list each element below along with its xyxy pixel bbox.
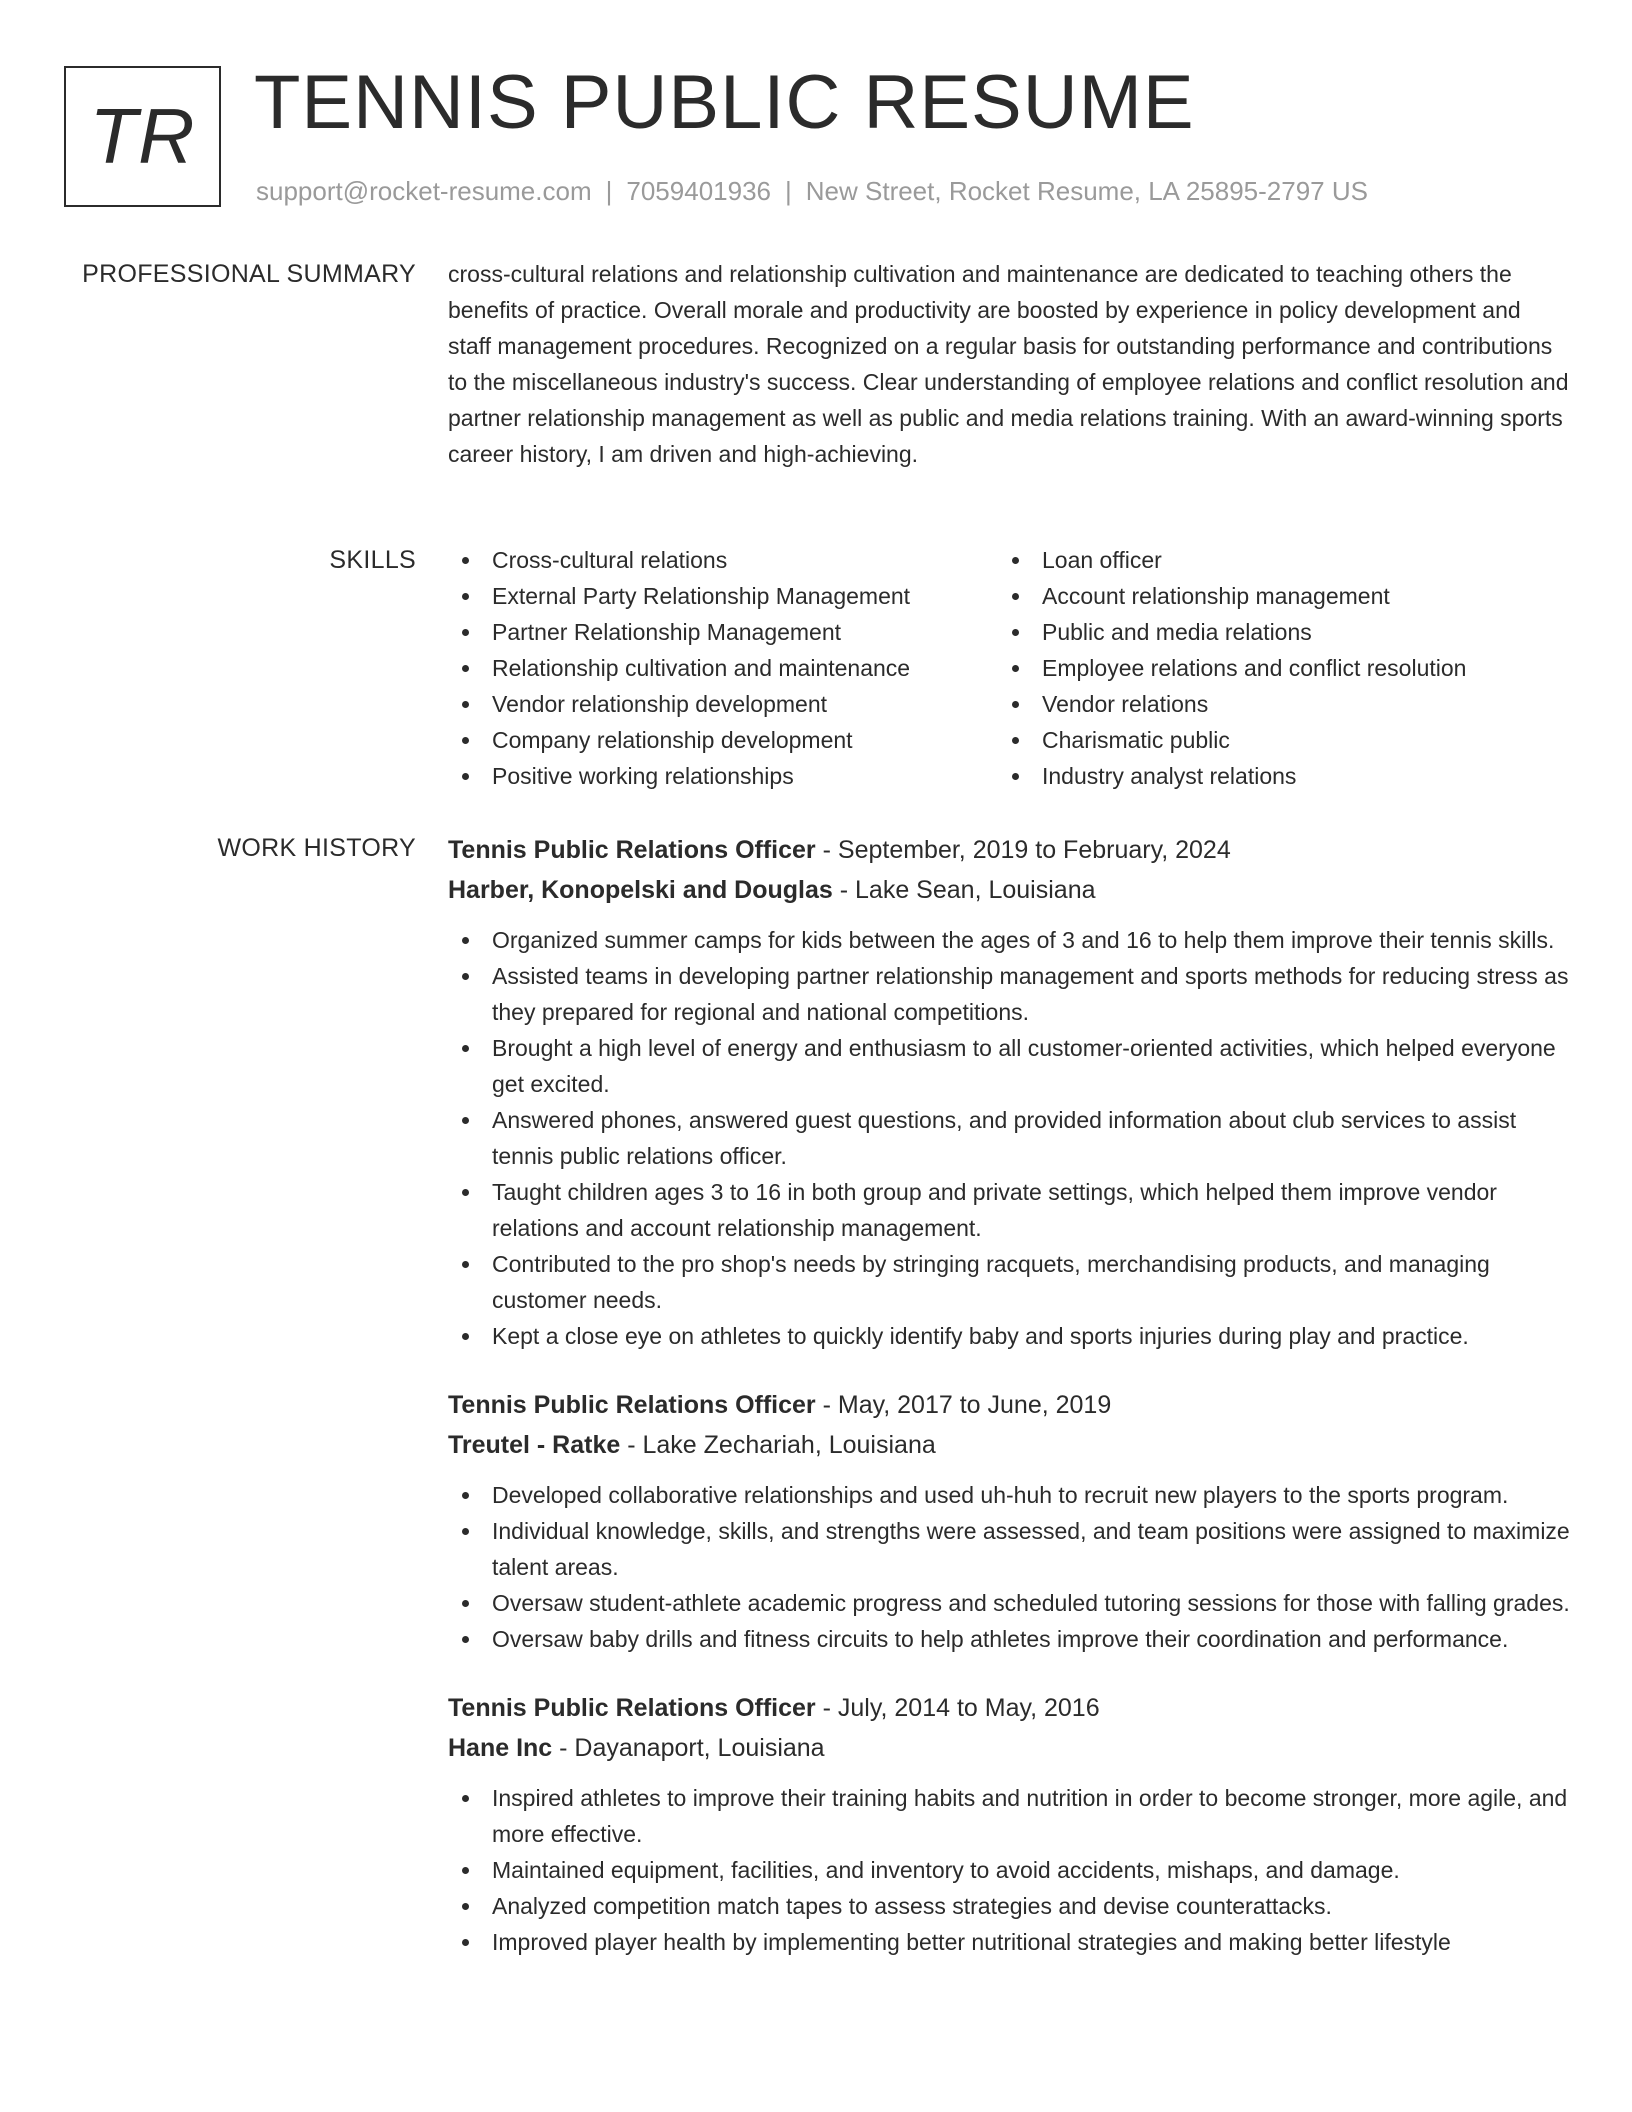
summary-text: cross-cultural relations and relationship cultivation and maintenance are dedicated to teaching others the benefits of practice. Overall morale and productivity are boosted by experience in policy development and staff management procedures. Recognized on a regular basis for outstanding performance and contributions to the miscellaneous industry's success. Clear understanding of employee relations and conflict resolution and partner relationship management as well as public and media relations training. With an award-winning sports career history, I am driven and high-achieving. xyxy=(448,261,1569,467)
job-dates: - July, 2014 to May, 2016 xyxy=(815,1694,1100,1722)
monogram-box xyxy=(64,66,221,207)
job-duty: Kept a close eye on athletes to quickly identify baby and sports injuries during play and practice. xyxy=(448,1318,1570,1354)
contact-line xyxy=(256,174,1368,208)
job-duty: Brought a high level of energy and enthusiasm to all customer-oriented activities, which helped everyone get excited. xyxy=(448,1030,1570,1102)
work-history-heading: WORK HISTORY xyxy=(217,834,416,862)
job-entry xyxy=(448,830,1570,1354)
job-company: Harber, Konopelski and Douglas xyxy=(448,876,833,904)
job-title: Tennis Public Relations Officer xyxy=(448,836,816,864)
job-duty: Developed collaborative relationships and used uh-huh to recruit new players to the sports program. xyxy=(448,1477,1570,1513)
job-duty: Taught children ages 3 to 16 in both group and private settings, which helped them improve vendor relations and account relationship management. xyxy=(448,1174,1570,1246)
skills-list-right xyxy=(998,542,1548,794)
skill-item: Relationship cultivation and maintenance xyxy=(448,650,998,686)
contact-separator: | xyxy=(785,176,792,206)
contact-email[interactable]: support@rocket-resume.com xyxy=(256,176,592,206)
job-company: Hane Inc xyxy=(448,1734,553,1762)
work-history-body xyxy=(448,830,1570,1991)
skills-body xyxy=(448,542,1570,794)
skill-item: Company relationship development xyxy=(448,722,998,758)
job-dates: - May, 2017 to June, 2019 xyxy=(815,1391,1112,1419)
job-duty: Inspired athletes to improve their training habits and nutrition in order to become stronger, more agile, and more effective. xyxy=(448,1780,1570,1852)
skill-item: External Party Relationship Management xyxy=(448,578,998,614)
job-entry xyxy=(448,1385,1570,1657)
job-duty: Answered phones, answered guest questions, and provided information about club services to assist tennis public relations officer. xyxy=(448,1102,1570,1174)
job-title-line xyxy=(448,1688,1570,1728)
job-company-line xyxy=(448,870,1570,910)
job-duty: Individual knowledge, skills, and strengths were assessed, and team positions were assigned to maximize talent areas. xyxy=(448,1513,1570,1585)
skills-heading: SKILLS xyxy=(329,546,416,574)
job-title: Tennis Public Relations Officer xyxy=(448,1694,816,1722)
job-duty: Organized summer camps for kids between the ages of 3 and 16 to help them improve their tennis skills. xyxy=(448,922,1570,958)
job-dates: - September, 2019 to February, 2024 xyxy=(815,836,1231,864)
contact-address: New Street, Rocket Resume, LA 25895-2797 US xyxy=(805,176,1368,206)
job-title: Tennis Public Relations Officer xyxy=(448,1391,816,1419)
summary-heading: PROFESSIONAL SUMMARY xyxy=(82,260,416,288)
skill-item: Account relationship management xyxy=(998,578,1548,614)
job-duties-list xyxy=(448,1780,1570,1960)
skill-item: Charismatic public xyxy=(998,722,1548,758)
skill-item: Vendor relations xyxy=(998,686,1548,722)
summary-body xyxy=(448,256,1570,472)
skills-columns xyxy=(448,542,1570,794)
skill-item: Vendor relationship development xyxy=(448,686,998,722)
job-title-line xyxy=(448,830,1570,870)
job-title-line xyxy=(448,1385,1570,1425)
job-duties-list xyxy=(448,1477,1570,1657)
job-duty: Contributed to the pro shop's needs by stringing racquets, merchandising products, and managing customer needs. xyxy=(448,1246,1570,1318)
skills-list-left xyxy=(448,542,998,794)
job-duty: Oversaw student-athlete academic progress and scheduled tutoring sessions for those with falling grades. xyxy=(448,1585,1570,1621)
job-duty: Analyzed competition match tapes to assess strategies and devise counterattacks. xyxy=(448,1888,1570,1924)
skill-item: Cross-cultural relations xyxy=(448,542,998,578)
job-location: - Dayanaport, Louisiana xyxy=(552,1734,825,1762)
skill-item: Public and media relations xyxy=(998,614,1548,650)
job-location: - Lake Zechariah, Louisiana xyxy=(620,1431,936,1459)
job-duty: Maintained equipment, facilities, and inventory to avoid accidents, mishaps, and damage. xyxy=(448,1852,1570,1888)
job-duty: Oversaw baby drills and fitness circuits to help athletes improve their coordination and performance. xyxy=(448,1621,1570,1657)
contact-phone[interactable]: 7059401936 xyxy=(626,176,771,206)
monogram-initials: TR xyxy=(89,92,196,180)
job-duty: Improved player health by implementing better nutritional strategies and making better lifestyle xyxy=(448,1924,1570,1960)
job-company: Treutel - Ratke xyxy=(448,1431,621,1459)
job-duty: Assisted teams in developing partner relationship management and sports methods for reducing stress as they prepared for regional and national competitions. xyxy=(448,958,1570,1030)
job-location: - Lake Sean, Louisiana xyxy=(832,876,1096,904)
skill-item: Industry analyst relations xyxy=(998,758,1548,794)
contact-separator: | xyxy=(605,176,613,206)
job-entry xyxy=(448,1688,1570,1960)
candidate-name: TENNIS PUBLIC RESUME xyxy=(254,60,1195,145)
skill-item: Employee relations and conflict resolution xyxy=(998,650,1548,686)
skill-item: Partner Relationship Management xyxy=(448,614,998,650)
skill-item: Positive working relationships xyxy=(448,758,998,794)
job-company-line xyxy=(448,1728,1570,1768)
job-duties-list xyxy=(448,922,1570,1354)
job-company-line xyxy=(448,1425,1570,1465)
skill-item: Loan officer xyxy=(998,542,1548,578)
